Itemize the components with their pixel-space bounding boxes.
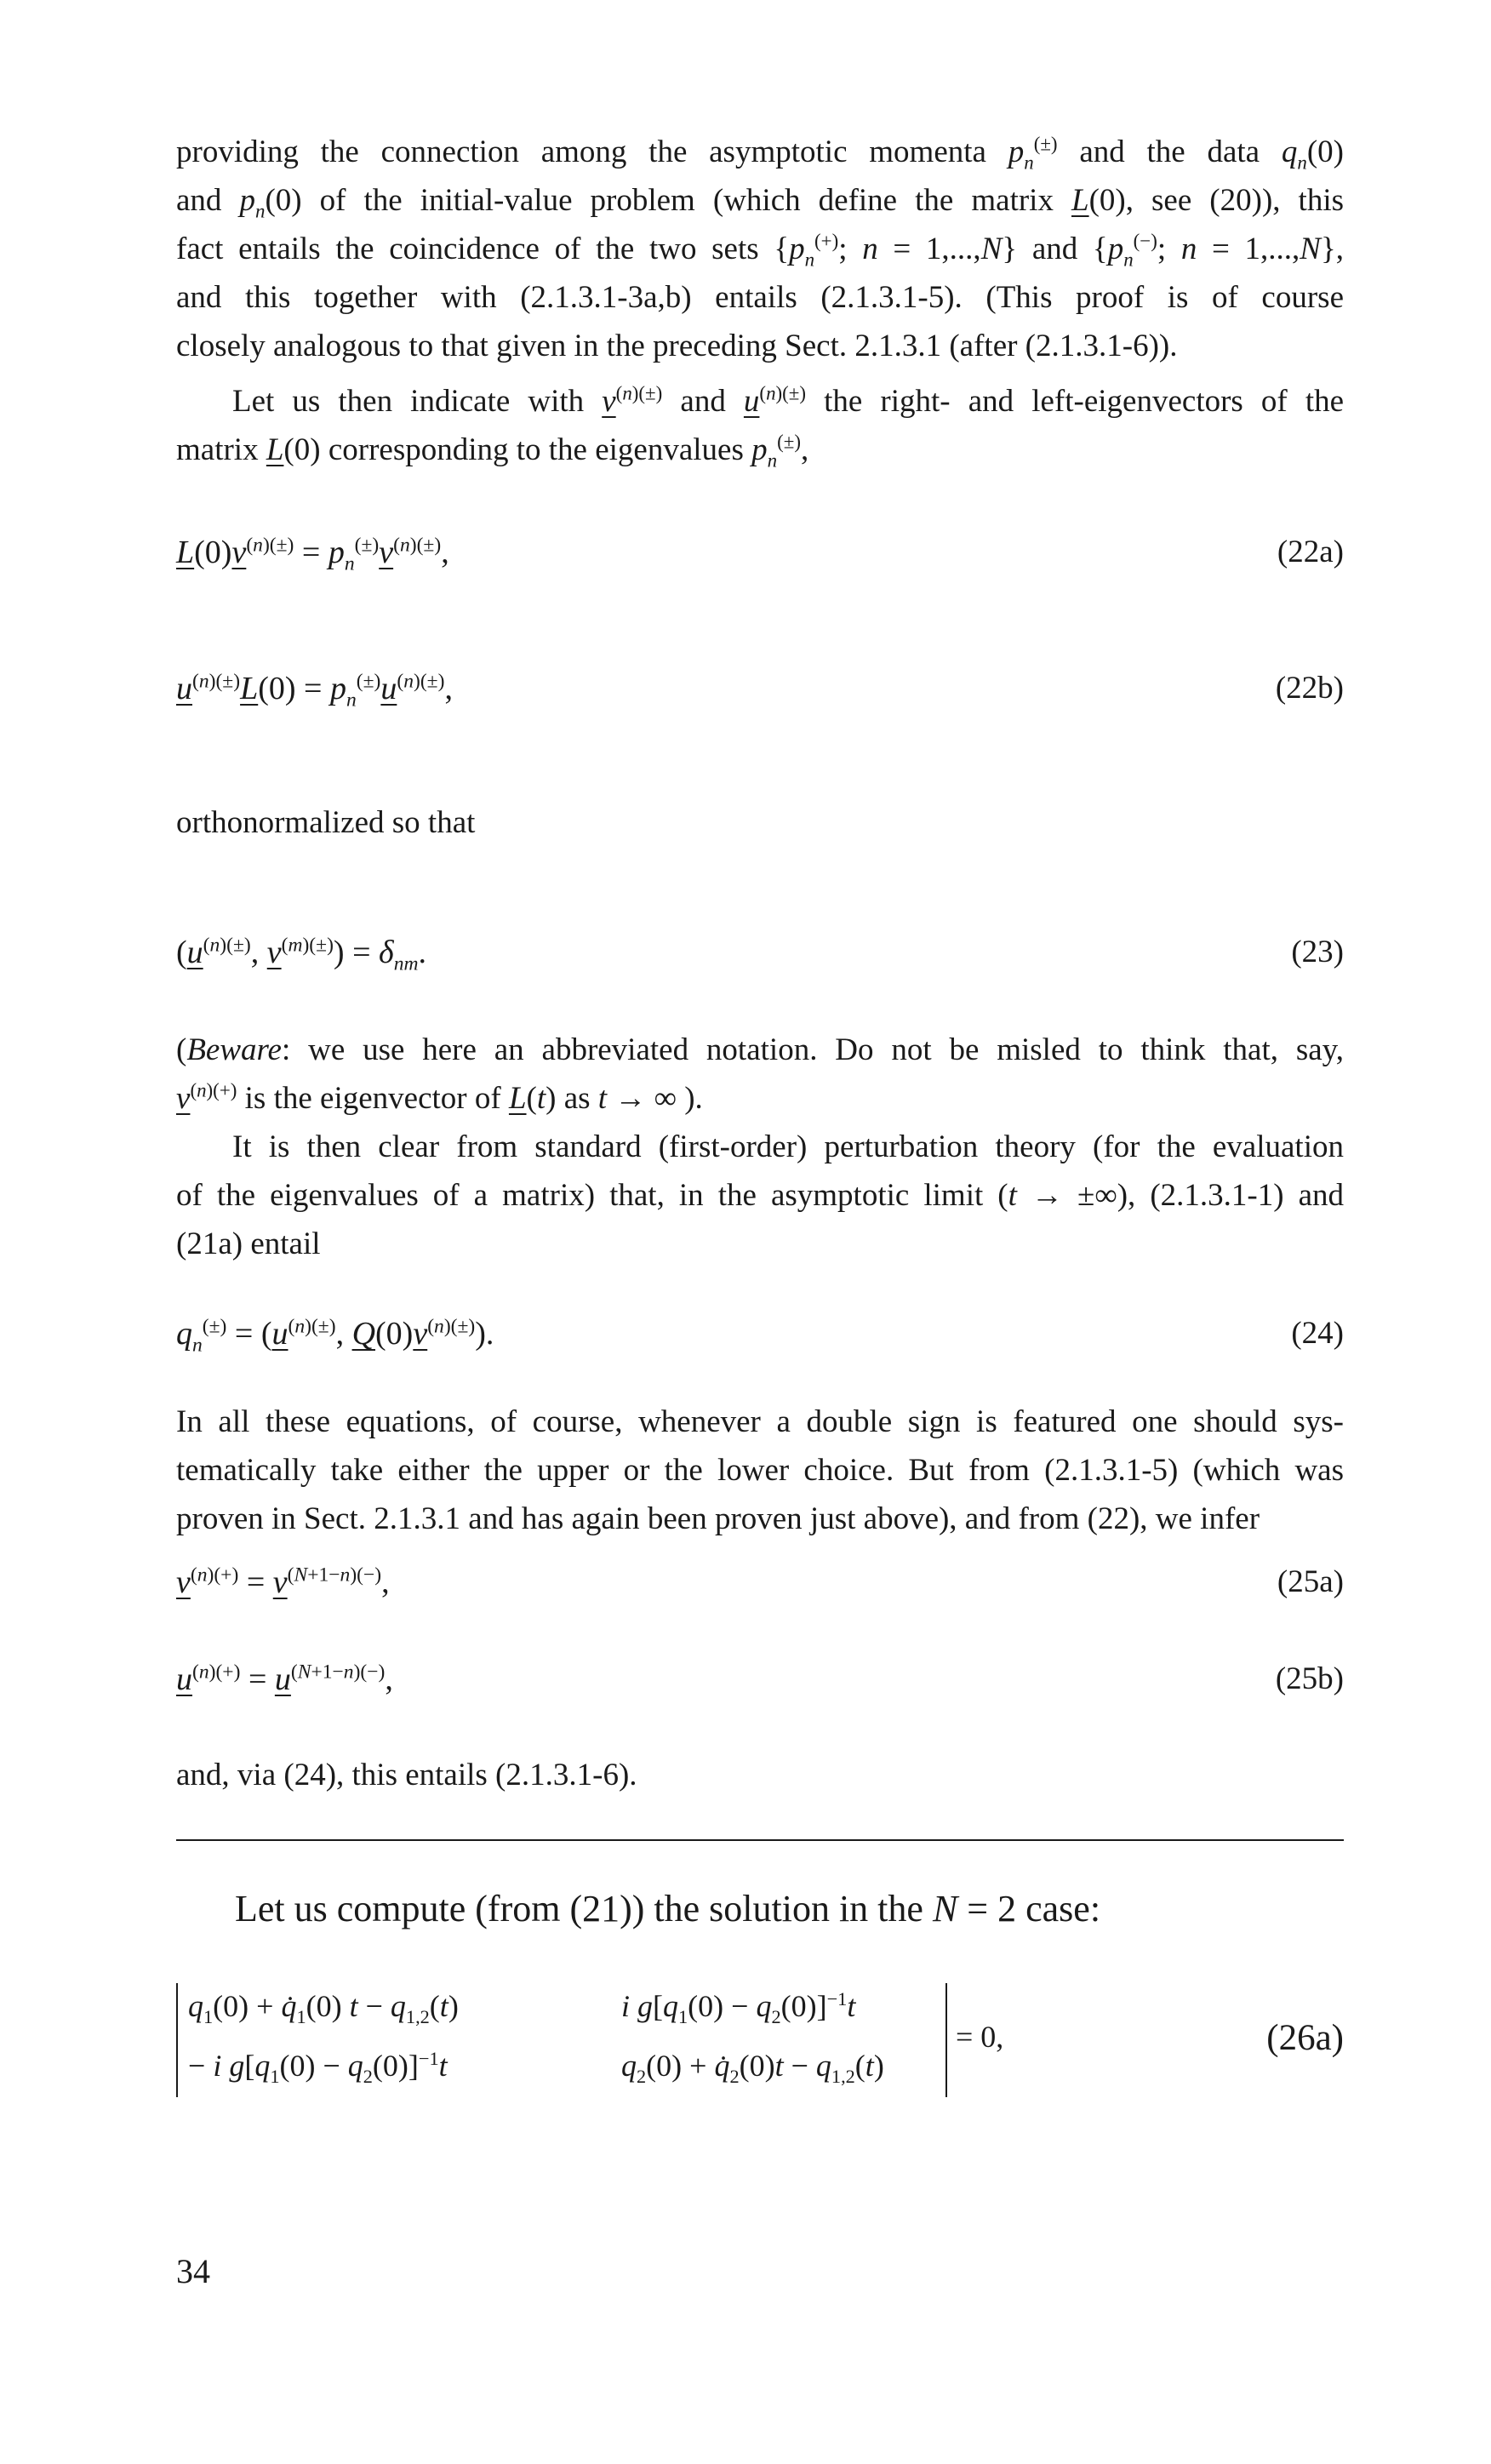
closing-text: [176, 1751, 1344, 1799]
equation-number: (23): [1291, 935, 1344, 969]
text-line: providing the connection among the asymptotic momenta $p_n^{(\pm)}$ and the data $q_n(0)$: [176, 133, 1344, 174]
text-line: matrix L(0) corresponding to the eigenvalues $p_n^{(\pm)}$,: [176, 431, 809, 472]
equation-number: (22b): [1275, 671, 1344, 706]
equation-26a: [176, 1981, 1344, 2101]
text-line: of the eigenvalues of a matrix) that, in the asymptotic limit (t → ±∞), (2.1.3.1-1) and: [176, 1178, 1345, 1213]
paragraph-perturbation: [176, 1123, 1344, 1268]
paragraph-eigenvectors: [176, 377, 1344, 474]
equation-23: [176, 934, 1344, 975]
determinant-equals-zero: = 0,: [956, 2020, 1004, 2054]
text-line: proven in Sect. 2.1.3.1 and has again been proven just above), and from (22), we infer: [176, 1501, 1260, 1536]
matrix-cell-11: $q_1(0)$ + $q̇_1(0) t - q_{1,2}(t)$: [188, 1989, 459, 2028]
text-line: and this together with (2.1.3.1-3a,b) entails (2.1.3.1-5). (This proof is of course: [176, 280, 1344, 315]
matrix-cell-22: $q_2(0)$ + $q̇_2(0)t - q_{1,2}(t)$: [621, 2049, 884, 2088]
text-line: orthonormalized so that: [176, 805, 476, 840]
equation-body: $u^{(n)(\pm)}L(0) = p_n^{(\pm)}u^{(n)(\pm)}$,: [176, 670, 453, 712]
equation-body: $v^{(n)(+)} = v^{(N+1-n)(-)}$,: [176, 1564, 390, 1600]
equation-22a: [176, 534, 1344, 575]
paragraph-double-sign: [176, 1398, 1344, 1543]
equation-body: $L(0)v^{(n)(\pm)} = p_n^{(\pm)}v^{(n)(\pm)}$,: [176, 534, 449, 575]
paragraph-connection: [176, 128, 1344, 370]
determinant-left-bar: [176, 1983, 178, 2097]
equation-22b: [176, 670, 1344, 712]
text-line: (21a) entail: [176, 1226, 321, 1261]
text-line: and $p_n(0)$ of the initial-value problem (which define the matrix L(0), see (20)), this: [176, 183, 1345, 222]
equation-25a: [176, 1564, 1344, 1601]
text-line: and, via (24), this entails (2.1.3.1-6).: [176, 1758, 637, 1792]
equation-24: [176, 1315, 1344, 1357]
equation-number: (25b): [1275, 1661, 1344, 1696]
determinant-right-bar: [945, 1983, 947, 2097]
text-line: Let us then indicate with $v^{(n)(\pm)}$ and $u^{(n)(\pm)}$ the right- and left-eigenvectors of the: [232, 382, 1345, 419]
section-divider: [176, 1839, 1344, 1841]
matrix-cell-12: i $g[q_1(0) - q_2(0)]^{-1}t$: [621, 1988, 856, 2028]
text-line: fact entails the coincidence of the two sets {$p_n^{(+)}$; n = 1,...,N} and {$p_n^{(-)}$; n = 1,...,N},: [176, 230, 1344, 271]
text-line: closely analogous to that given in the preceding Sect. 2.1.3.1 (after (2.1.3.1-6)).: [176, 329, 1178, 363]
text-line: $v^{(n)(+)}$ is the eigenvector of L(t) as t → ∞ ).: [176, 1079, 703, 1116]
page-number: 34: [176, 2252, 210, 2290]
text-line: It is then clear from standard (first-order) perturbation theory (for the evaluation: [232, 1129, 1344, 1164]
paragraph-beware: [176, 1026, 1344, 1123]
equation-25b: [176, 1661, 1344, 1698]
text-line: (Beware: we use here an abbreviated notation. Do not be misled to think that, say,: [176, 1032, 1344, 1067]
equation-body: $u^{(n)(+)} = u^{(N+1-n)(-)}$,: [176, 1661, 393, 1697]
matrix-cell-21: − i $g[q_1(0) - q_2(0)]^{-1}t$: [188, 2048, 448, 2088]
equation-number: (25a): [1277, 1564, 1344, 1599]
section-intro: Let us compute (from (21)) the solution in the N = 2 case:: [235, 1888, 1101, 1929]
equation-body: $q_n^{(\pm)} = (u^{(n)(\pm)}$, $Q(0)v^{(n)(\pm)}$).: [176, 1315, 494, 1357]
equation-number: (24): [1291, 1316, 1344, 1351]
text-line: tematically take either the upper or the lower choice. But from (2.1.3.1-5) (which was: [176, 1453, 1344, 1488]
equation-body: ($u^{(n)(\pm)}$, $v^{(m)(\pm)}) = \delta_{nm}$.: [176, 934, 426, 975]
equation-number: (26a): [1266, 2018, 1344, 2058]
orthonormalized-text: [176, 798, 1344, 847]
equation-number: (22a): [1277, 535, 1344, 569]
text-line: In all these equations, of course, whenever a double sign is featured one should sys-: [176, 1404, 1344, 1439]
